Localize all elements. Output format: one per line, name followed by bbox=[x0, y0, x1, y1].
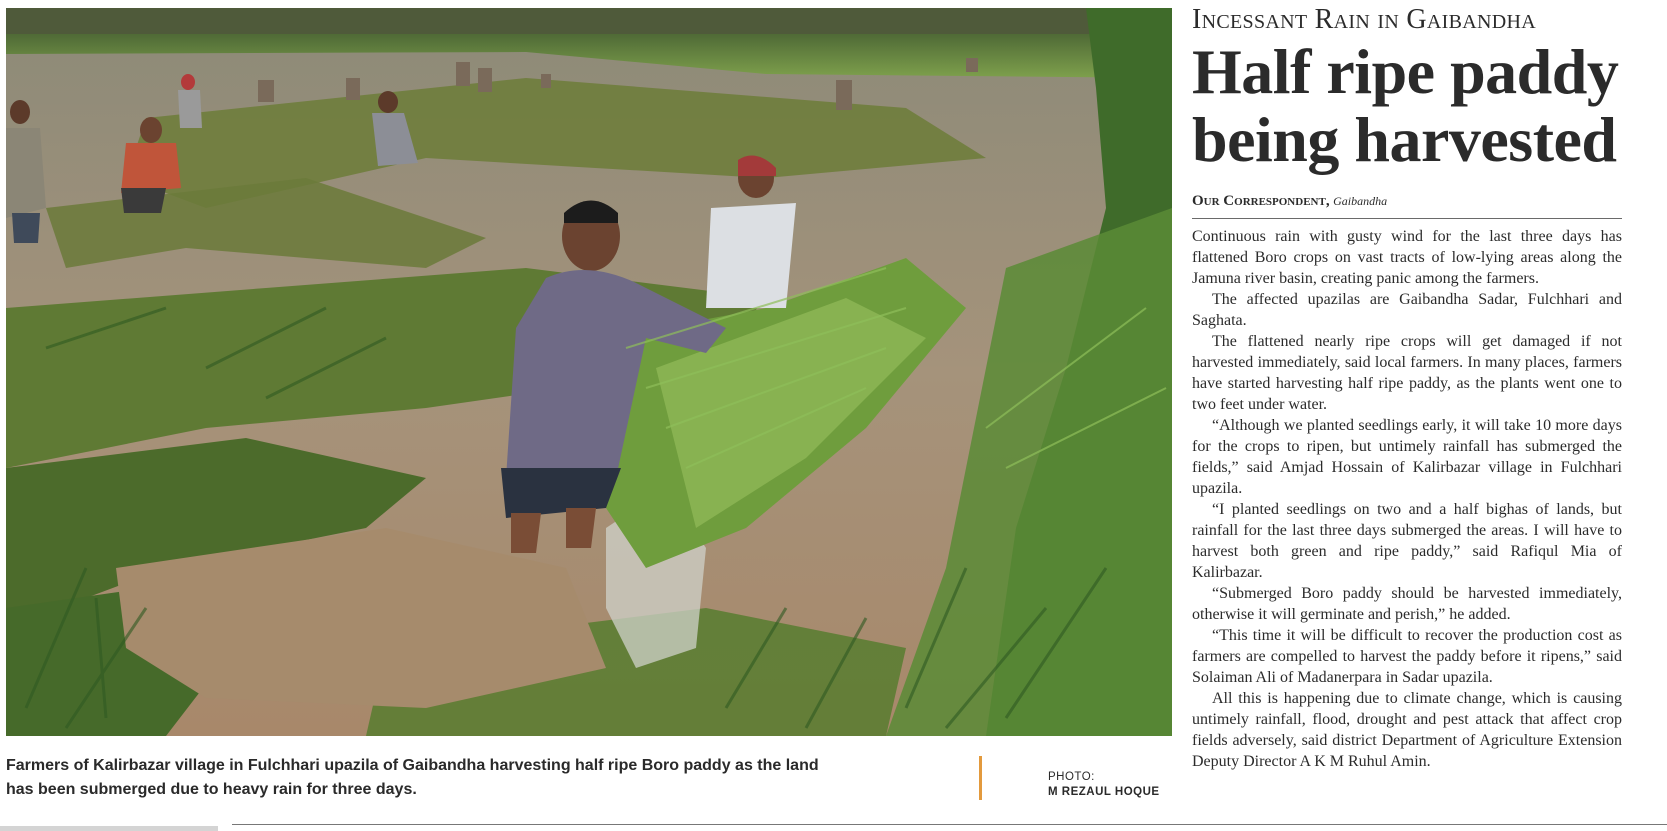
page-rule-right bbox=[232, 824, 1667, 825]
article-paragraph: The flattened nearly ripe crops will get damaged if not harvested immediately, said local farmers. In many places, farmers have started harvesting half ripe paddy, as the plants went one to two feet under water. bbox=[1192, 333, 1622, 413]
photo-credit bbox=[1048, 770, 1160, 800]
article-kicker: Incessant Rain in Gaibandha bbox=[1192, 4, 1536, 35]
article-headline: Half ripe paddy being harvested bbox=[1192, 36, 1619, 175]
harvest-scene-image bbox=[6, 8, 1172, 736]
article-paragraph: “This time it will be difficult to recover the production cost as farmers are compelled to harvest the paddy before it ripens,” said Solaiman Ali of Madanerpara in Sadar upazila. bbox=[1192, 627, 1622, 686]
byline-divider bbox=[1192, 218, 1622, 219]
photo-credit-name: M REZAUL HOQUE bbox=[1048, 786, 1160, 798]
article-byline bbox=[1192, 193, 1387, 210]
article-paragraph: Continuous rain with gusty wind for the last three days has flattened Boro crops on vast tracts of low-lying areas along the Jamuna river basin, creating panic among the farmers. bbox=[1192, 228, 1622, 287]
byline-name: Our Correspondent, bbox=[1192, 193, 1330, 209]
article-paragraph: The affected upazilas are Gaibandha Sadar, Fulchhari and Saghata. bbox=[1192, 291, 1622, 329]
article-paragraph: “Submerged Boro paddy should be harvested immediately, otherwise it will germinate and perish,” he added. bbox=[1192, 585, 1622, 623]
article-paragraph: “Although we planted seedlings early, it will take 10 more days for the crops to ripen, but untimely rainfall has submerged the fields,” said Amjad Hossain of Kalirbazar village in Fulchhari upazila. bbox=[1192, 417, 1622, 497]
article-paragraph: “I planted seedlings on two and a half bighas of lands, but rainfall for the last three days submerged the areas. I will have to harvest both green and ripe paddy,” said Rafiqul Mia of Kalirbazar. bbox=[1192, 501, 1622, 581]
article-paragraph: All this is happening due to climate change, which is causing untimely rainfall, flood, drought and pest attack that affect crop fields adversely, said district Department of Agriculture Extension Deputy Director A K M Ruhul Amin. bbox=[1192, 690, 1622, 770]
photo-caption: Farmers of Kalirbazar village in Fulchhari upazila of Gaibandha harvesting half ripe Boro paddy as the land has been submerged due to heavy rain for three days. bbox=[6, 757, 819, 798]
byline-place: Gaibandha bbox=[1333, 194, 1388, 208]
page-rule-left bbox=[0, 826, 218, 831]
caption-accent-bar bbox=[979, 756, 982, 800]
article-body bbox=[1192, 226, 1622, 772]
news-photo bbox=[6, 8, 1172, 736]
photo-credit-label: PHOTO: bbox=[1048, 771, 1095, 783]
